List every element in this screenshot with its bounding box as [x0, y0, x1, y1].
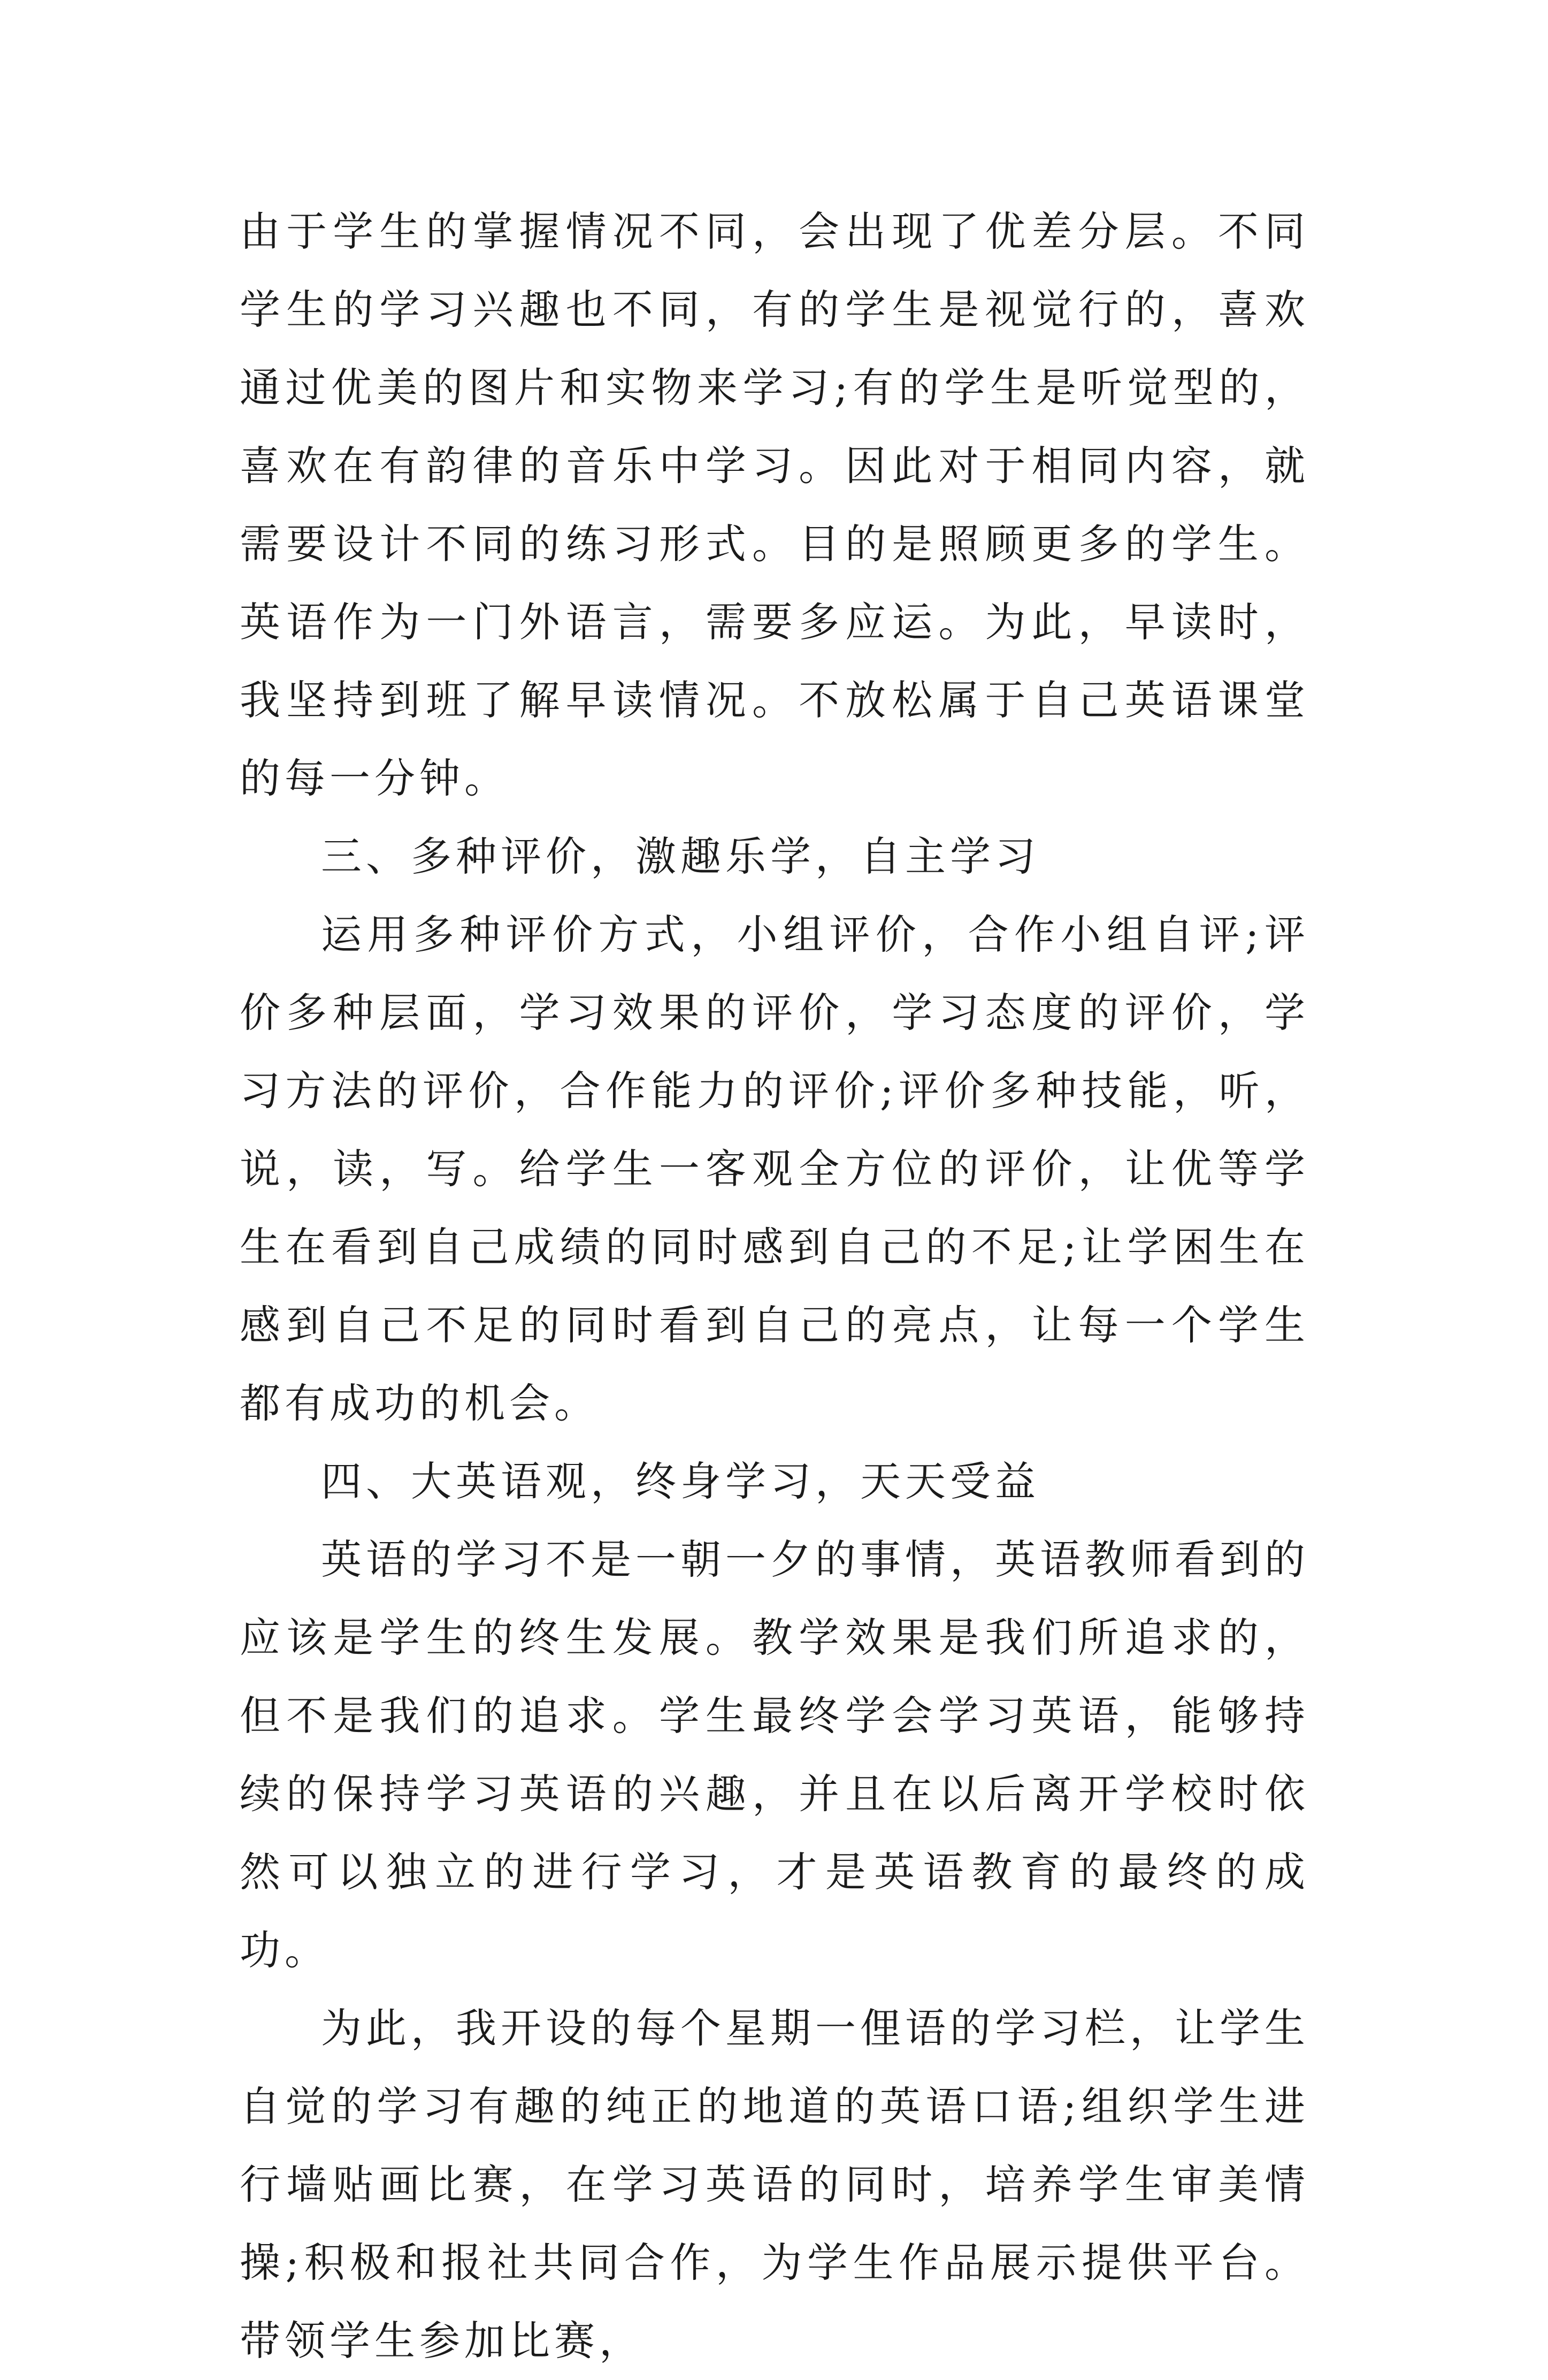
document-page [240, 193, 1309, 2380]
paragraph-lifelong-learning: 英语的学习不是一朝一夕的事情，英语教师看到的应该是学生的终生发展。教学效果是我们所追求的，但不是我们的追求。学生最终学会学习英语，能够持续的保持学习英语的兴趣，并且在以后离开学校时依然可以独立的进行学习，才是英语教育的最终的成功。 [240, 1536, 1309, 1974]
section-heading-evaluation: 三、多种评价，激趣乐学，自主学习 [321, 833, 1040, 880]
paragraph-differentiated-practice: 由于学生的掌握情况不同，会出现了优差分层。不同学生的学习兴趣也不同，有的学生是视觉行的，喜欢通过优美的图片和实物来学习;有的学生是听觉型的，喜欢在有韵律的音乐中学习。因此对于相同内容，就需要设计不同的练习形式。目的是照顾更多的学生。英语作为一门外语言，需要多应运。为此，早读时，我坚持到班了解早读情况。不放松属于自己英语课堂的每一分钟。 [240, 208, 1309, 802]
section-heading-lifelong-learning: 四、大英语观，终身学习，天天受益 [321, 1458, 1040, 1505]
paragraph-activities: 为此，我开设的每个星期一俚语的学习栏，让学生自觉的学习有趣的纯正的地道的英语口语;组织学生进行墙贴画比赛，在学习英语的同时，培养学生审美情操;积极和报社共同合作，为学生作品展示提供平台。带领学生参加比赛， [240, 2004, 1309, 2364]
paragraph-evaluation-methods: 运用多种评价方式，小组评价，合作小组自评;评价多种层面，学习效果的评价，学习态度的评价，学习方法的评价，合作能力的评价;评价多种技能，听，说，读，写。给学生一客观全方位的评价，让优等学生在看到自己成绩的同时感到自己的不足;让学困生在感到自己不足的同时看到自己的亮点，让每一个学生都有成功的机会。 [240, 911, 1309, 1427]
